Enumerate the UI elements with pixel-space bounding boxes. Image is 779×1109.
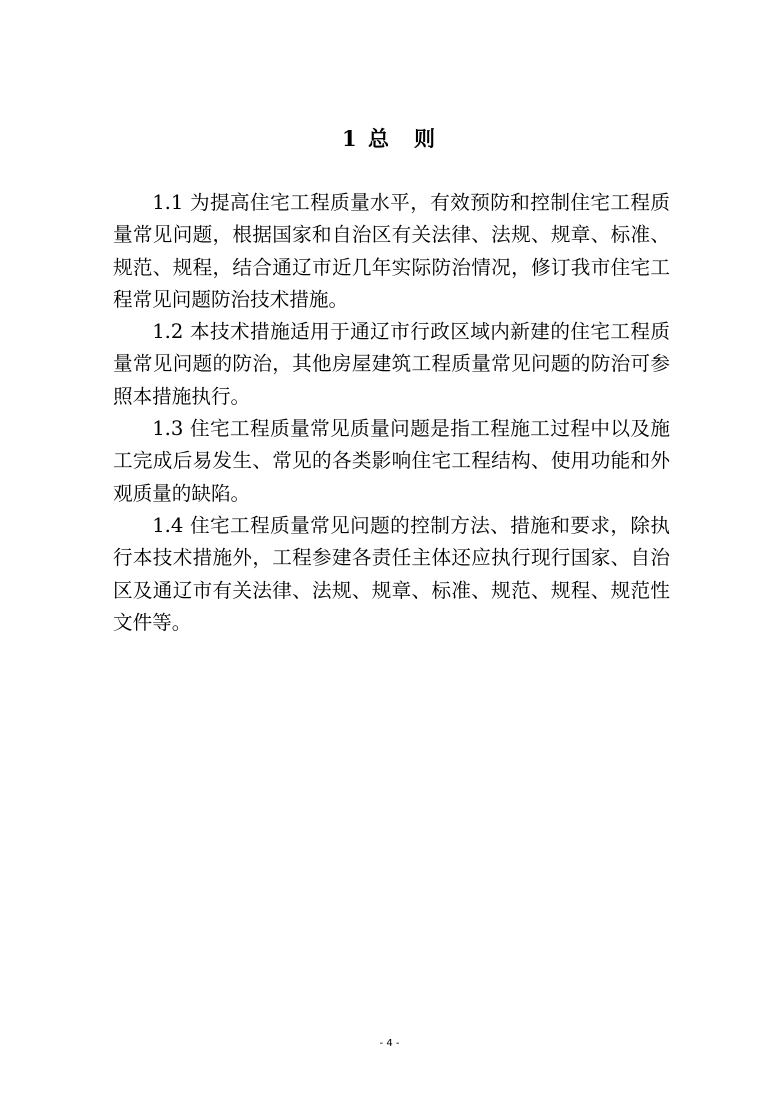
body-text	[113, 187, 670, 639]
page-number: - 4 -	[379, 1038, 400, 1049]
paragraph-1-2: 1.2 本技术措施适用于通辽市行政区域内新建的住宅工程质量常见问题的防治，其他房屋建筑工程质量常见问题的防治可参照本措施执行。	[113, 320, 670, 408]
paragraph-1-1: 1.1 为提高住宅工程质量水平，有效预防和控制住宅工程质量常见问题，根据国家和自治区有关法律、法规、规章、标准、规范、规程，结合通辽市近几年实际防治情况，修订我市住宅工程常见问题防治技术措施。	[113, 191, 670, 311]
chapter-title: 1 总 则	[342, 126, 437, 151]
paragraph-1-4: 1.4 住宅工程质量常见问题的控制方法、措施和要求，除执行本技术措施外，工程参建各责任主体还应执行现行国家、自治区及通辽市有关法律、法规、规章、标准、规范、规程、规范性文件等。	[113, 513, 670, 634]
paragraph-1-3: 1.3 住宅工程质量常见质量问题是指工程施工过程中以及施工完成后易发生、常见的各类影响住宅工程结构、使用功能和外观质量的缺陷。	[113, 417, 670, 505]
